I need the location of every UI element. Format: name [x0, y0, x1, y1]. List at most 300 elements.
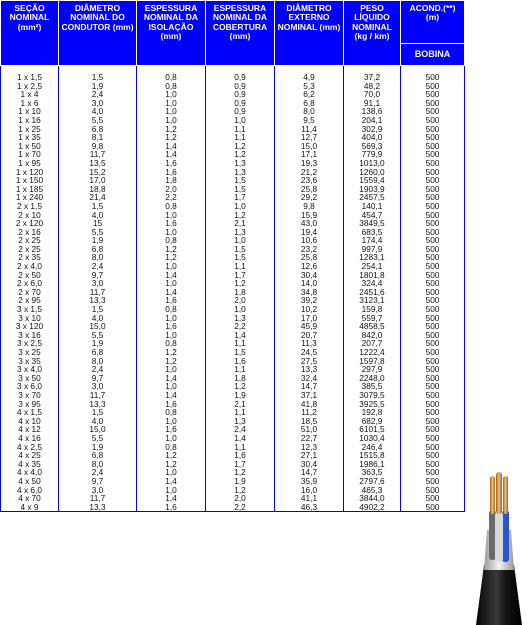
cell-secao: 2 x 6,0 [1, 279, 59, 288]
cell-secao: 2 x 16 [1, 228, 59, 237]
cell-bobina-metros: 500 [401, 168, 465, 177]
cell-diametro-externo: 11,2 [275, 408, 344, 417]
table-row [1, 460, 465, 469]
cell-secao: 4 x 10 [1, 417, 59, 426]
cell-secao: 3 x 35 [1, 357, 59, 366]
cell-diametro-condutor: 8,0 [59, 253, 137, 262]
cell-bobina-metros: 500 [401, 279, 465, 288]
cell-espessura-cobertura: 1,5 [206, 176, 275, 185]
table-row [1, 66, 465, 82]
cell-diametro-condutor: 6,8 [59, 245, 137, 254]
cell-secao: 2 x 25 [1, 236, 59, 245]
cell-diametro-condutor: 3,0 [59, 99, 137, 108]
cell-espessura-cobertura: 1,0 [206, 202, 275, 211]
cell-secao: 3 x 6,0 [1, 382, 59, 391]
cell-diametro-condutor: 9,7 [59, 271, 137, 280]
cell-espessura-cobertura: 1,7 [206, 460, 275, 469]
cell-peso-liquido: 2451,6 [344, 288, 401, 297]
header-acondicionamento: ACOND.(**) (m) [401, 1, 465, 44]
table-row [1, 400, 465, 409]
cell-espessura-isolacao: 0,8 [137, 305, 206, 314]
table-row [1, 99, 465, 108]
cell-espessura-cobertura: 2,2 [206, 503, 275, 512]
cell-bobina-metros: 500 [401, 357, 465, 366]
cell-secao: 4 x 6,0 [1, 486, 59, 495]
cell-bobina-metros: 500 [401, 176, 465, 185]
cell-secao: 2 x 35 [1, 253, 59, 262]
cell-espessura-isolacao: 2,2 [137, 193, 206, 202]
cell-diametro-externo: 30,4 [275, 271, 344, 280]
cell-secao: 1 x 25 [1, 125, 59, 134]
cell-peso-liquido: 1222,4 [344, 348, 401, 357]
cell-espessura-isolacao: 1,0 [137, 468, 206, 477]
cell-espessura-isolacao: 1,6 [137, 296, 206, 305]
cell-espessura-isolacao: 1,6 [137, 503, 206, 512]
cell-peso-liquido: 1801,8 [344, 271, 401, 280]
cell-espessura-isolacao: 1,0 [137, 116, 206, 125]
cell-espessura-cobertura: 1,2 [206, 211, 275, 220]
cell-espessura-cobertura: 1,2 [206, 486, 275, 495]
cell-espessura-cobertura: 1,0 [206, 305, 275, 314]
cell-diametro-externo: 45,9 [275, 322, 344, 331]
cell-bobina-metros: 500 [401, 477, 465, 486]
cell-espessura-cobertura: 1,5 [206, 185, 275, 194]
table-row [1, 339, 465, 348]
cell-secao: 3 x 2,5 [1, 339, 59, 348]
cell-diametro-externo: 32,4 [275, 374, 344, 383]
cell-espessura-cobertura: 1,5 [206, 253, 275, 262]
cell-diametro-condutor: 1,5 [59, 202, 137, 211]
cell-peso-liquido: 385,5 [344, 382, 401, 391]
cell-secao: 1 x 70 [1, 150, 59, 159]
cable-cross-section-icon [472, 470, 527, 625]
cell-secao: 3 x 70 [1, 391, 59, 400]
header-espessura-isolacao: ESPESSURA NOMINAL DA ISOLAÇÃO (mm) [137, 1, 206, 66]
cell-peso-liquido: 1283,1 [344, 253, 401, 262]
cell-diametro-externo: 4,9 [275, 66, 344, 82]
cell-peso-liquido: 48,2 [344, 82, 401, 91]
table-row [1, 477, 465, 486]
cell-bobina-metros: 500 [401, 486, 465, 495]
cell-diametro-externo: 35,9 [275, 477, 344, 486]
cell-bobina-metros: 500 [401, 365, 465, 374]
cell-diametro-condutor: 11,7 [59, 391, 137, 400]
cell-bobina-metros: 500 [401, 116, 465, 125]
cell-diametro-condutor: 17,0 [59, 176, 137, 185]
table-row [1, 417, 465, 426]
table-row [1, 245, 465, 254]
cell-secao: 3 x 10 [1, 314, 59, 323]
cell-peso-liquido: 192,8 [344, 408, 401, 417]
table-row [1, 443, 465, 452]
cell-diametro-condutor: 1,5 [59, 66, 137, 82]
cell-espessura-cobertura: 1,6 [206, 357, 275, 366]
table-row [1, 90, 465, 99]
cell-peso-liquido: 1260,0 [344, 168, 401, 177]
cell-secao: 2 x 10 [1, 211, 59, 220]
cell-diametro-externo: 13,3 [275, 365, 344, 374]
cell-diametro-externo: 19,4 [275, 228, 344, 237]
cell-espessura-cobertura: 1,1 [206, 408, 275, 417]
cell-peso-liquido: 6101,5 [344, 425, 401, 434]
cell-espessura-isolacao: 0,8 [137, 66, 206, 82]
cell-secao: 4 x 50 [1, 477, 59, 486]
cell-diametro-condutor: 13,5 [59, 159, 137, 168]
cell-diametro-externo: 8,0 [275, 107, 344, 116]
table-row [1, 391, 465, 400]
cell-secao: 1 x 120 [1, 168, 59, 177]
cell-peso-liquido: 842,0 [344, 331, 401, 340]
cell-peso-liquido: 2457,5 [344, 193, 401, 202]
table-row [1, 425, 465, 434]
cell-espessura-isolacao: 1,4 [137, 142, 206, 151]
cell-espessura-cobertura: 1,9 [206, 391, 275, 400]
cell-diametro-externo: 23,2 [275, 245, 344, 254]
cell-diametro-externo: 27,1 [275, 451, 344, 460]
table-row [1, 503, 465, 512]
cell-espessura-isolacao: 1,0 [137, 90, 206, 99]
cell-secao: 2 x 95 [1, 296, 59, 305]
cell-peso-liquido: 3123,1 [344, 296, 401, 305]
cell-espessura-isolacao: 1,2 [137, 357, 206, 366]
cell-bobina-metros: 500 [401, 228, 465, 237]
cell-espessura-isolacao: 1,0 [137, 99, 206, 108]
header-diametro-condutor: DIÂMETRO NOMINAL DO CONDUTOR (mm) [59, 1, 137, 66]
cell-diametro-condutor: 8,1 [59, 133, 137, 142]
cell-diametro-condutor: 1,5 [59, 408, 137, 417]
table-row [1, 262, 465, 271]
table-row [1, 82, 465, 91]
cell-diametro-externo: 30,4 [275, 460, 344, 469]
cell-espessura-isolacao: 1,6 [137, 168, 206, 177]
cell-espessura-cobertura: 1,2 [206, 142, 275, 151]
table-row [1, 142, 465, 151]
cell-peso-liquido: 2248,0 [344, 374, 401, 383]
cell-peso-liquido: 207,7 [344, 339, 401, 348]
cell-diametro-externo: 17,1 [275, 150, 344, 159]
cell-peso-liquido: 3925,5 [344, 400, 401, 409]
cell-bobina-metros: 500 [401, 400, 465, 409]
cell-diametro-externo: 6,8 [275, 99, 344, 108]
cell-diametro-condutor: 15,0 [59, 322, 137, 331]
cell-secao: 4 x 12 [1, 425, 59, 434]
cell-espessura-isolacao: 1,4 [137, 494, 206, 503]
cell-secao: 4 x 16 [1, 434, 59, 443]
cell-peso-liquido: 254,1 [344, 262, 401, 271]
table-row [1, 434, 465, 443]
table-row [1, 348, 465, 357]
cell-secao: 3 x 4,0 [1, 365, 59, 374]
cell-bobina-metros: 500 [401, 253, 465, 262]
cell-espessura-cobertura: 1,7 [206, 193, 275, 202]
cell-diametro-condutor: 5,5 [59, 331, 137, 340]
cell-espessura-isolacao: 1,2 [137, 245, 206, 254]
cell-espessura-isolacao: 1,0 [137, 107, 206, 116]
cell-diametro-condutor: 13,3 [59, 503, 137, 512]
header-bobina: BOBINA [401, 43, 465, 65]
cell-diametro-externo: 9,8 [275, 202, 344, 211]
cell-diametro-condutor: 13,3 [59, 400, 137, 409]
cell-peso-liquido: 324,4 [344, 279, 401, 288]
cell-secao: 2 x 4,0 [1, 262, 59, 271]
cell-espessura-cobertura: 2,2 [206, 322, 275, 331]
cell-peso-liquido: 302,9 [344, 125, 401, 134]
cell-espessura-cobertura: 1,4 [206, 331, 275, 340]
cell-diametro-condutor: 5,5 [59, 228, 137, 237]
cell-secao: 4 x 70 [1, 494, 59, 503]
cell-peso-liquido: 997,9 [344, 245, 401, 254]
cell-espessura-isolacao: 1,4 [137, 150, 206, 159]
cell-secao: 1 x 4 [1, 90, 59, 99]
cell-diametro-externo: 12,6 [275, 262, 344, 271]
cell-espessura-cobertura: 1,3 [206, 159, 275, 168]
cell-secao: 3 x 50 [1, 374, 59, 383]
cell-espessura-cobertura: 1,6 [206, 451, 275, 460]
cell-bobina-metros: 500 [401, 443, 465, 452]
cell-espessura-cobertura: 2,0 [206, 494, 275, 503]
cell-diametro-externo: 10,6 [275, 236, 344, 245]
cell-bobina-metros: 500 [401, 99, 465, 108]
cell-espessura-isolacao: 1,4 [137, 288, 206, 297]
cell-diametro-externo: 27,5 [275, 357, 344, 366]
cell-bobina-metros: 500 [401, 468, 465, 477]
cell-peso-liquido: 3844,0 [344, 494, 401, 503]
cell-secao: 1 x 6 [1, 99, 59, 108]
cell-secao: 3 x 25 [1, 348, 59, 357]
table-row [1, 202, 465, 211]
cell-secao: 1 x 50 [1, 142, 59, 151]
cell-bobina-metros: 500 [401, 288, 465, 297]
table-row [1, 331, 465, 340]
cell-diametro-condutor: 21,4 [59, 193, 137, 202]
cell-peso-liquido: 1013,0 [344, 159, 401, 168]
cell-peso-liquido: 1986,1 [344, 460, 401, 469]
table-row [1, 494, 465, 503]
cell-espessura-cobertura: 1,0 [206, 116, 275, 125]
cell-espessura-cobertura: 1,5 [206, 348, 275, 357]
cell-diametro-externo: 51,0 [275, 425, 344, 434]
cell-bobina-metros: 500 [401, 425, 465, 434]
cell-espessura-cobertura: 0,9 [206, 107, 275, 116]
cell-bobina-metros: 500 [401, 391, 465, 400]
cell-diametro-externo: 15,0 [275, 142, 344, 151]
table-row [1, 219, 465, 228]
cell-bobina-metros: 500 [401, 150, 465, 159]
cell-peso-liquido: 70,0 [344, 90, 401, 99]
table-row [1, 288, 465, 297]
cell-diametro-externo: 24,5 [275, 348, 344, 357]
cell-secao: 3 x 120 [1, 322, 59, 331]
cell-espessura-isolacao: 1,2 [137, 460, 206, 469]
cell-peso-liquido: 682,9 [344, 417, 401, 426]
table-row [1, 486, 465, 495]
table-row [1, 150, 465, 159]
cell-espessura-isolacao: 1,0 [137, 382, 206, 391]
cell-secao: 4 x 1,5 [1, 408, 59, 417]
cell-espessura-isolacao: 1,0 [137, 486, 206, 495]
cell-espessura-cobertura: 1,4 [206, 434, 275, 443]
cell-diametro-externo: 29,2 [275, 193, 344, 202]
cell-bobina-metros: 500 [401, 245, 465, 254]
cell-diametro-condutor: 5,5 [59, 434, 137, 443]
cell-bobina-metros: 500 [401, 185, 465, 194]
cell-espessura-isolacao: 1,2 [137, 253, 206, 262]
cell-peso-liquido: 297,9 [344, 365, 401, 374]
cell-espessura-cobertura: 1,9 [206, 477, 275, 486]
table-row [1, 382, 465, 391]
table-header [1, 1, 465, 66]
cell-bobina-metros: 500 [401, 296, 465, 305]
cell-bobina-metros: 500 [401, 262, 465, 271]
cell-diametro-externo: 41,1 [275, 494, 344, 503]
cell-diametro-condutor: 9,8 [59, 142, 137, 151]
cell-peso-liquido: 138,6 [344, 107, 401, 116]
cell-diametro-condutor: 6,8 [59, 451, 137, 460]
cell-diametro-externo: 15,9 [275, 211, 344, 220]
cell-secao: 2 x 70 [1, 288, 59, 297]
cell-diametro-externo: 23,6 [275, 176, 344, 185]
cell-diametro-externo: 19,3 [275, 159, 344, 168]
cell-bobina-metros: 500 [401, 314, 465, 323]
cell-espessura-isolacao: 1,0 [137, 434, 206, 443]
cell-diametro-condutor: 8,0 [59, 357, 137, 366]
cell-diametro-externo: 34,8 [275, 288, 344, 297]
cell-espessura-isolacao: 2,0 [137, 185, 206, 194]
cell-diametro-externo: 14,7 [275, 468, 344, 477]
table-row [1, 314, 465, 323]
cell-bobina-metros: 500 [401, 133, 465, 142]
cell-secao: 1 x 2,5 [1, 82, 59, 91]
cell-peso-liquido: 3849,5 [344, 219, 401, 228]
cell-diametro-condutor: 5,5 [59, 116, 137, 125]
cell-peso-liquido: 404,0 [344, 133, 401, 142]
cell-espessura-cobertura: 1,1 [206, 125, 275, 134]
header-diametro-externo: DIÂMETRO EXTERNO NOMINAL (mm) [275, 1, 344, 66]
cell-bobina-metros: 500 [401, 66, 465, 82]
cell-diametro-condutor: 8,0 [59, 460, 137, 469]
cell-peso-liquido: 569,3 [344, 142, 401, 151]
cell-espessura-isolacao: 0,8 [137, 443, 206, 452]
cell-peso-liquido: 465,3 [344, 486, 401, 495]
cell-espessura-cobertura: 1,3 [206, 314, 275, 323]
cell-espessura-isolacao: 1,0 [137, 279, 206, 288]
cell-diametro-condutor: 11,7 [59, 494, 137, 503]
cell-espessura-cobertura: 1,1 [206, 262, 275, 271]
cell-bobina-metros: 500 [401, 434, 465, 443]
table-row [1, 357, 465, 366]
cell-diametro-externo: 25,8 [275, 253, 344, 262]
cell-secao: 2 x 50 [1, 271, 59, 280]
cell-bobina-metros: 500 [401, 460, 465, 469]
cell-bobina-metros: 500 [401, 125, 465, 134]
cell-espessura-cobertura: 1,7 [206, 271, 275, 280]
cell-secao: 1 x 95 [1, 159, 59, 168]
cell-peso-liquido: 1597,8 [344, 357, 401, 366]
cell-espessura-isolacao: 1,6 [137, 400, 206, 409]
cell-bobina-metros: 500 [401, 417, 465, 426]
cell-secao: 4 x 25 [1, 451, 59, 460]
cell-bobina-metros: 500 [401, 408, 465, 417]
cell-peso-liquido: 246,4 [344, 443, 401, 452]
table-row [1, 116, 465, 125]
cell-secao: 3 x 1,5 [1, 305, 59, 314]
cell-peso-liquido: 683,5 [344, 228, 401, 237]
table-row [1, 322, 465, 331]
cell-espessura-isolacao: 1,0 [137, 365, 206, 374]
table-row [1, 305, 465, 314]
cell-bobina-metros: 500 [401, 107, 465, 116]
table-row [1, 236, 465, 245]
cell-secao: 1 x 150 [1, 176, 59, 185]
cell-diametro-externo: 21,2 [275, 168, 344, 177]
cell-espessura-isolacao: 1,6 [137, 425, 206, 434]
cell-bobina-metros: 500 [401, 382, 465, 391]
cell-secao: 4 x 4,0 [1, 468, 59, 477]
cell-bobina-metros: 500 [401, 90, 465, 99]
cell-espessura-isolacao: 1,0 [137, 314, 206, 323]
cell-espessura-cobertura: 1,3 [206, 417, 275, 426]
cell-secao: 4 x 2,5 [1, 443, 59, 452]
cell-diametro-condutor: 4,0 [59, 211, 137, 220]
cell-secao: 1 x 1,5 [1, 66, 59, 82]
cell-diametro-externo: 17,0 [275, 314, 344, 323]
cell-diametro-condutor: 2,4 [59, 468, 137, 477]
cell-peso-liquido: 779,9 [344, 150, 401, 159]
cell-bobina-metros: 500 [401, 503, 465, 512]
cell-bobina-metros: 500 [401, 142, 465, 151]
cell-secao: 2 x 1,5 [1, 202, 59, 211]
cell-espessura-isolacao: 0,8 [137, 82, 206, 91]
cell-secao: 2 x 25 [1, 245, 59, 254]
cell-bobina-metros: 500 [401, 451, 465, 460]
cell-bobina-metros: 500 [401, 305, 465, 314]
cell-espessura-isolacao: 1,4 [137, 374, 206, 383]
cell-espessura-cobertura: 0,9 [206, 66, 275, 82]
cell-peso-liquido: 1903,9 [344, 185, 401, 194]
cell-diametro-externo: 11,3 [275, 339, 344, 348]
table-row [1, 133, 465, 142]
cell-bobina-metros: 500 [401, 236, 465, 245]
cell-espessura-cobertura: 2,1 [206, 400, 275, 409]
cell-espessura-isolacao: 1,0 [137, 262, 206, 271]
cell-espessura-isolacao: 1,0 [137, 228, 206, 237]
cell-diametro-condutor: 9,7 [59, 477, 137, 486]
cell-bobina-metros: 500 [401, 82, 465, 91]
cell-diametro-condutor: 15,0 [59, 425, 137, 434]
cell-espessura-isolacao: 1,4 [137, 477, 206, 486]
cell-peso-liquido: 91,1 [344, 99, 401, 108]
table-row [1, 253, 465, 262]
cell-espessura-isolacao: 1,4 [137, 271, 206, 280]
cell-diametro-condutor: 13,3 [59, 296, 137, 305]
cell-diametro-externo: 12,7 [275, 133, 344, 142]
cell-diametro-externo: 41,8 [275, 400, 344, 409]
cell-espessura-cobertura: 1,1 [206, 133, 275, 142]
cell-bobina-metros: 500 [401, 271, 465, 280]
cell-espessura-isolacao: 0,8 [137, 236, 206, 245]
cell-diametro-externo: 6,2 [275, 90, 344, 99]
cell-diametro-externo: 16,0 [275, 486, 344, 495]
cell-secao: 3 x 16 [1, 331, 59, 340]
cell-diametro-condutor: 2,4 [59, 90, 137, 99]
header-espessura-cobertura: ESPESSURA NOMINAL DA COBERTURA (mm) [206, 1, 275, 66]
cell-peso-liquido: 454,7 [344, 211, 401, 220]
cell-espessura-isolacao: 0,8 [137, 339, 206, 348]
cell-espessura-cobertura: 1,1 [206, 443, 275, 452]
cell-espessura-cobertura: 1,1 [206, 365, 275, 374]
cell-diametro-condutor: 6,8 [59, 348, 137, 357]
cell-bobina-metros: 500 [401, 348, 465, 357]
